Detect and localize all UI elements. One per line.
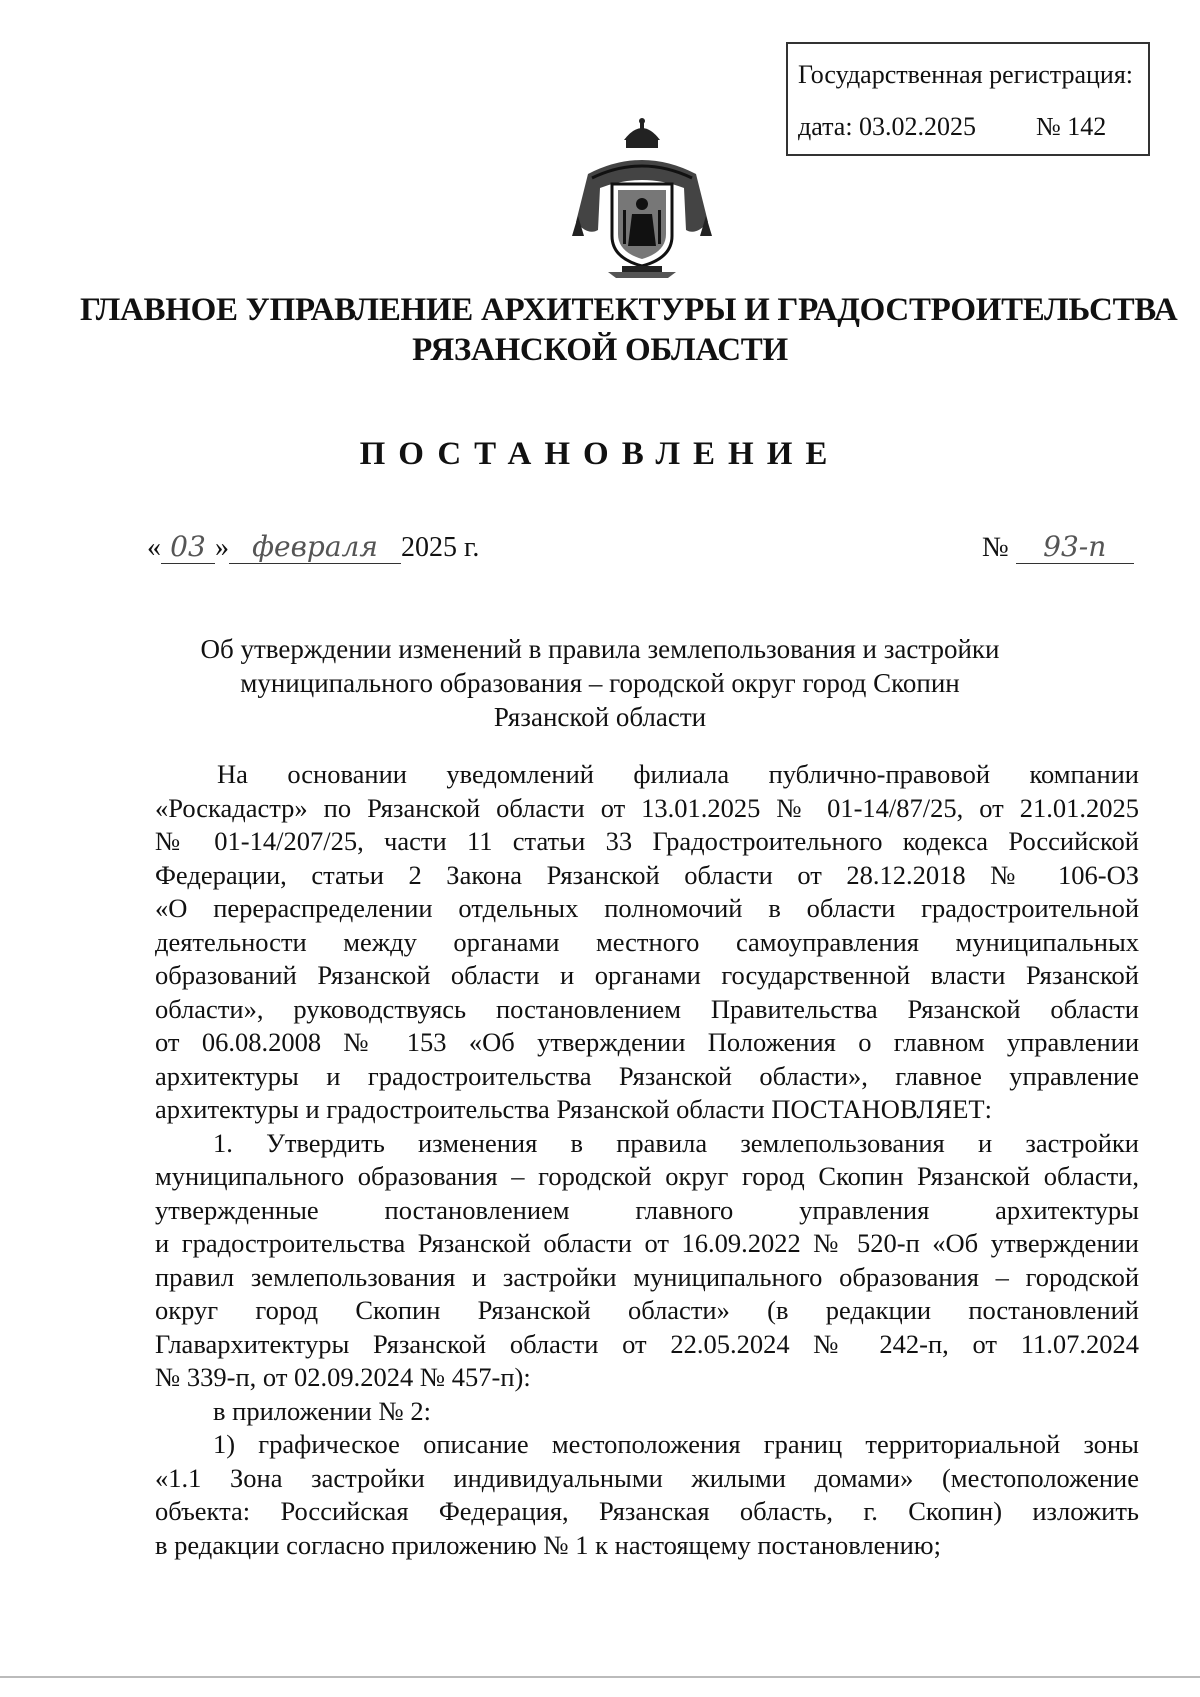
organization-name xyxy=(80,290,1178,370)
ryazan-coat-of-arms-icon xyxy=(568,118,716,280)
handwritten-day: 03 xyxy=(161,530,215,564)
body-line: «1.1 Зона застройки индивидуальными жилыми домами» (местоположение xyxy=(155,1462,1139,1493)
document-date xyxy=(147,530,479,564)
body-line: объекта: Российская Федерация, Рязанская область, г. Скопин) изложить xyxy=(155,1496,1139,1526)
handwritten-month: февраля xyxy=(229,530,401,564)
body-line: деятельности между органами местного самоуправления муниципальных xyxy=(155,926,1139,957)
body-line: утвержденные постановлением главного управления архитектуры xyxy=(155,1194,1139,1225)
organization-name-line2: РЯЗАНСКОЙ ОБЛАСТИ xyxy=(412,332,788,368)
date-close-quote: » xyxy=(215,532,229,563)
handwritten-number: 93-п xyxy=(1016,530,1134,564)
body-line: На основании уведомлений филиала публично-правовой компании xyxy=(217,759,1139,789)
title-line: Об утверждении изменений в правила землепользования и застройки xyxy=(200,634,1000,664)
body-line: № 339-п, от 02.09.2024 № 457-п): xyxy=(155,1362,531,1392)
date-open-quote: « xyxy=(147,532,161,563)
body-line: муниципального образования – городской округ город Скопин Рязанской области, xyxy=(155,1161,1139,1191)
body-line: 1) графическое описание местоположения границ территориальной зоны xyxy=(213,1429,1139,1459)
body-line: образований Рязанской области и органами государственной власти Рязанской xyxy=(155,960,1139,990)
body-line: в приложении № 2: xyxy=(213,1395,431,1426)
body-line: Главархитектуры Рязанской области от 22.05.2024 № 242-п, от 11.07.2024 xyxy=(155,1328,1139,1359)
date-year: 2025 г. xyxy=(401,532,480,563)
title-line: Рязанской области xyxy=(493,702,707,732)
scan-edge-line xyxy=(0,1676,1200,1678)
document-body xyxy=(155,758,1139,1562)
body-line: архитектуры и градостроительства Рязанской области ПОСТАНОВЛЯЕТ: xyxy=(155,1094,992,1124)
title-line: муниципального образования – городской округ город Скопин xyxy=(240,668,960,698)
document-number xyxy=(982,530,1134,564)
body-line: «О перераспределении отдельных полномочий в области градостроительной xyxy=(155,893,1139,923)
registration-title: Государственная регистрация: xyxy=(798,60,1134,89)
body-line: правил землепользования и застройки муниципального образования – городской xyxy=(155,1261,1139,1292)
body-line: № 01-14/207/25, части 11 статьи 33 Градостроительного кодекса Российской xyxy=(155,826,1139,856)
registration-number: № 142 xyxy=(1036,112,1107,141)
registration-stamp xyxy=(786,42,1150,156)
body-line: архитектуры и градостроительства Рязанской области», главное управление xyxy=(155,1060,1139,1091)
body-line: 1. Утвердить изменения в правила землепользования и застройки xyxy=(213,1127,1139,1158)
organization-name-line1: ГЛАВНОЕ УПРАВЛЕНИЕ АРХИТЕКТУРЫ И ГРАДОСТРОИТЕЛЬСТВА xyxy=(80,292,1178,328)
number-prefix: № xyxy=(982,532,1009,563)
body-line: Федерации, статьи 2 Закона Рязанской области от 28.12.2018 № 106-ОЗ xyxy=(155,859,1139,890)
body-line: и градостроительства Рязанской области от 16.09.2022 № 520-п «Об утверждении xyxy=(155,1228,1139,1258)
body-line: в редакции согласно приложению № 1 к настоящему постановлению; xyxy=(155,1529,941,1560)
document-title xyxy=(150,632,1050,734)
document-type: ПОСТАНОВЛЕНИЕ xyxy=(359,436,841,472)
body-line: округ город Скопин Рязанской области» (в редакции постановлений xyxy=(155,1295,1139,1325)
body-line: области», руководствуясь постановлением Правительства Рязанской области xyxy=(155,993,1139,1024)
registration-date: дата: 03.02.2025 xyxy=(798,112,977,141)
body-line: «Роскадастр» по Рязанской области от 13.01.2025 № 01-14/87/25, от 21.01.2025 xyxy=(155,792,1139,823)
body-line: от 06.08.2008 № 153 «Об утверждении Положения о главном управлении xyxy=(155,1027,1139,1057)
